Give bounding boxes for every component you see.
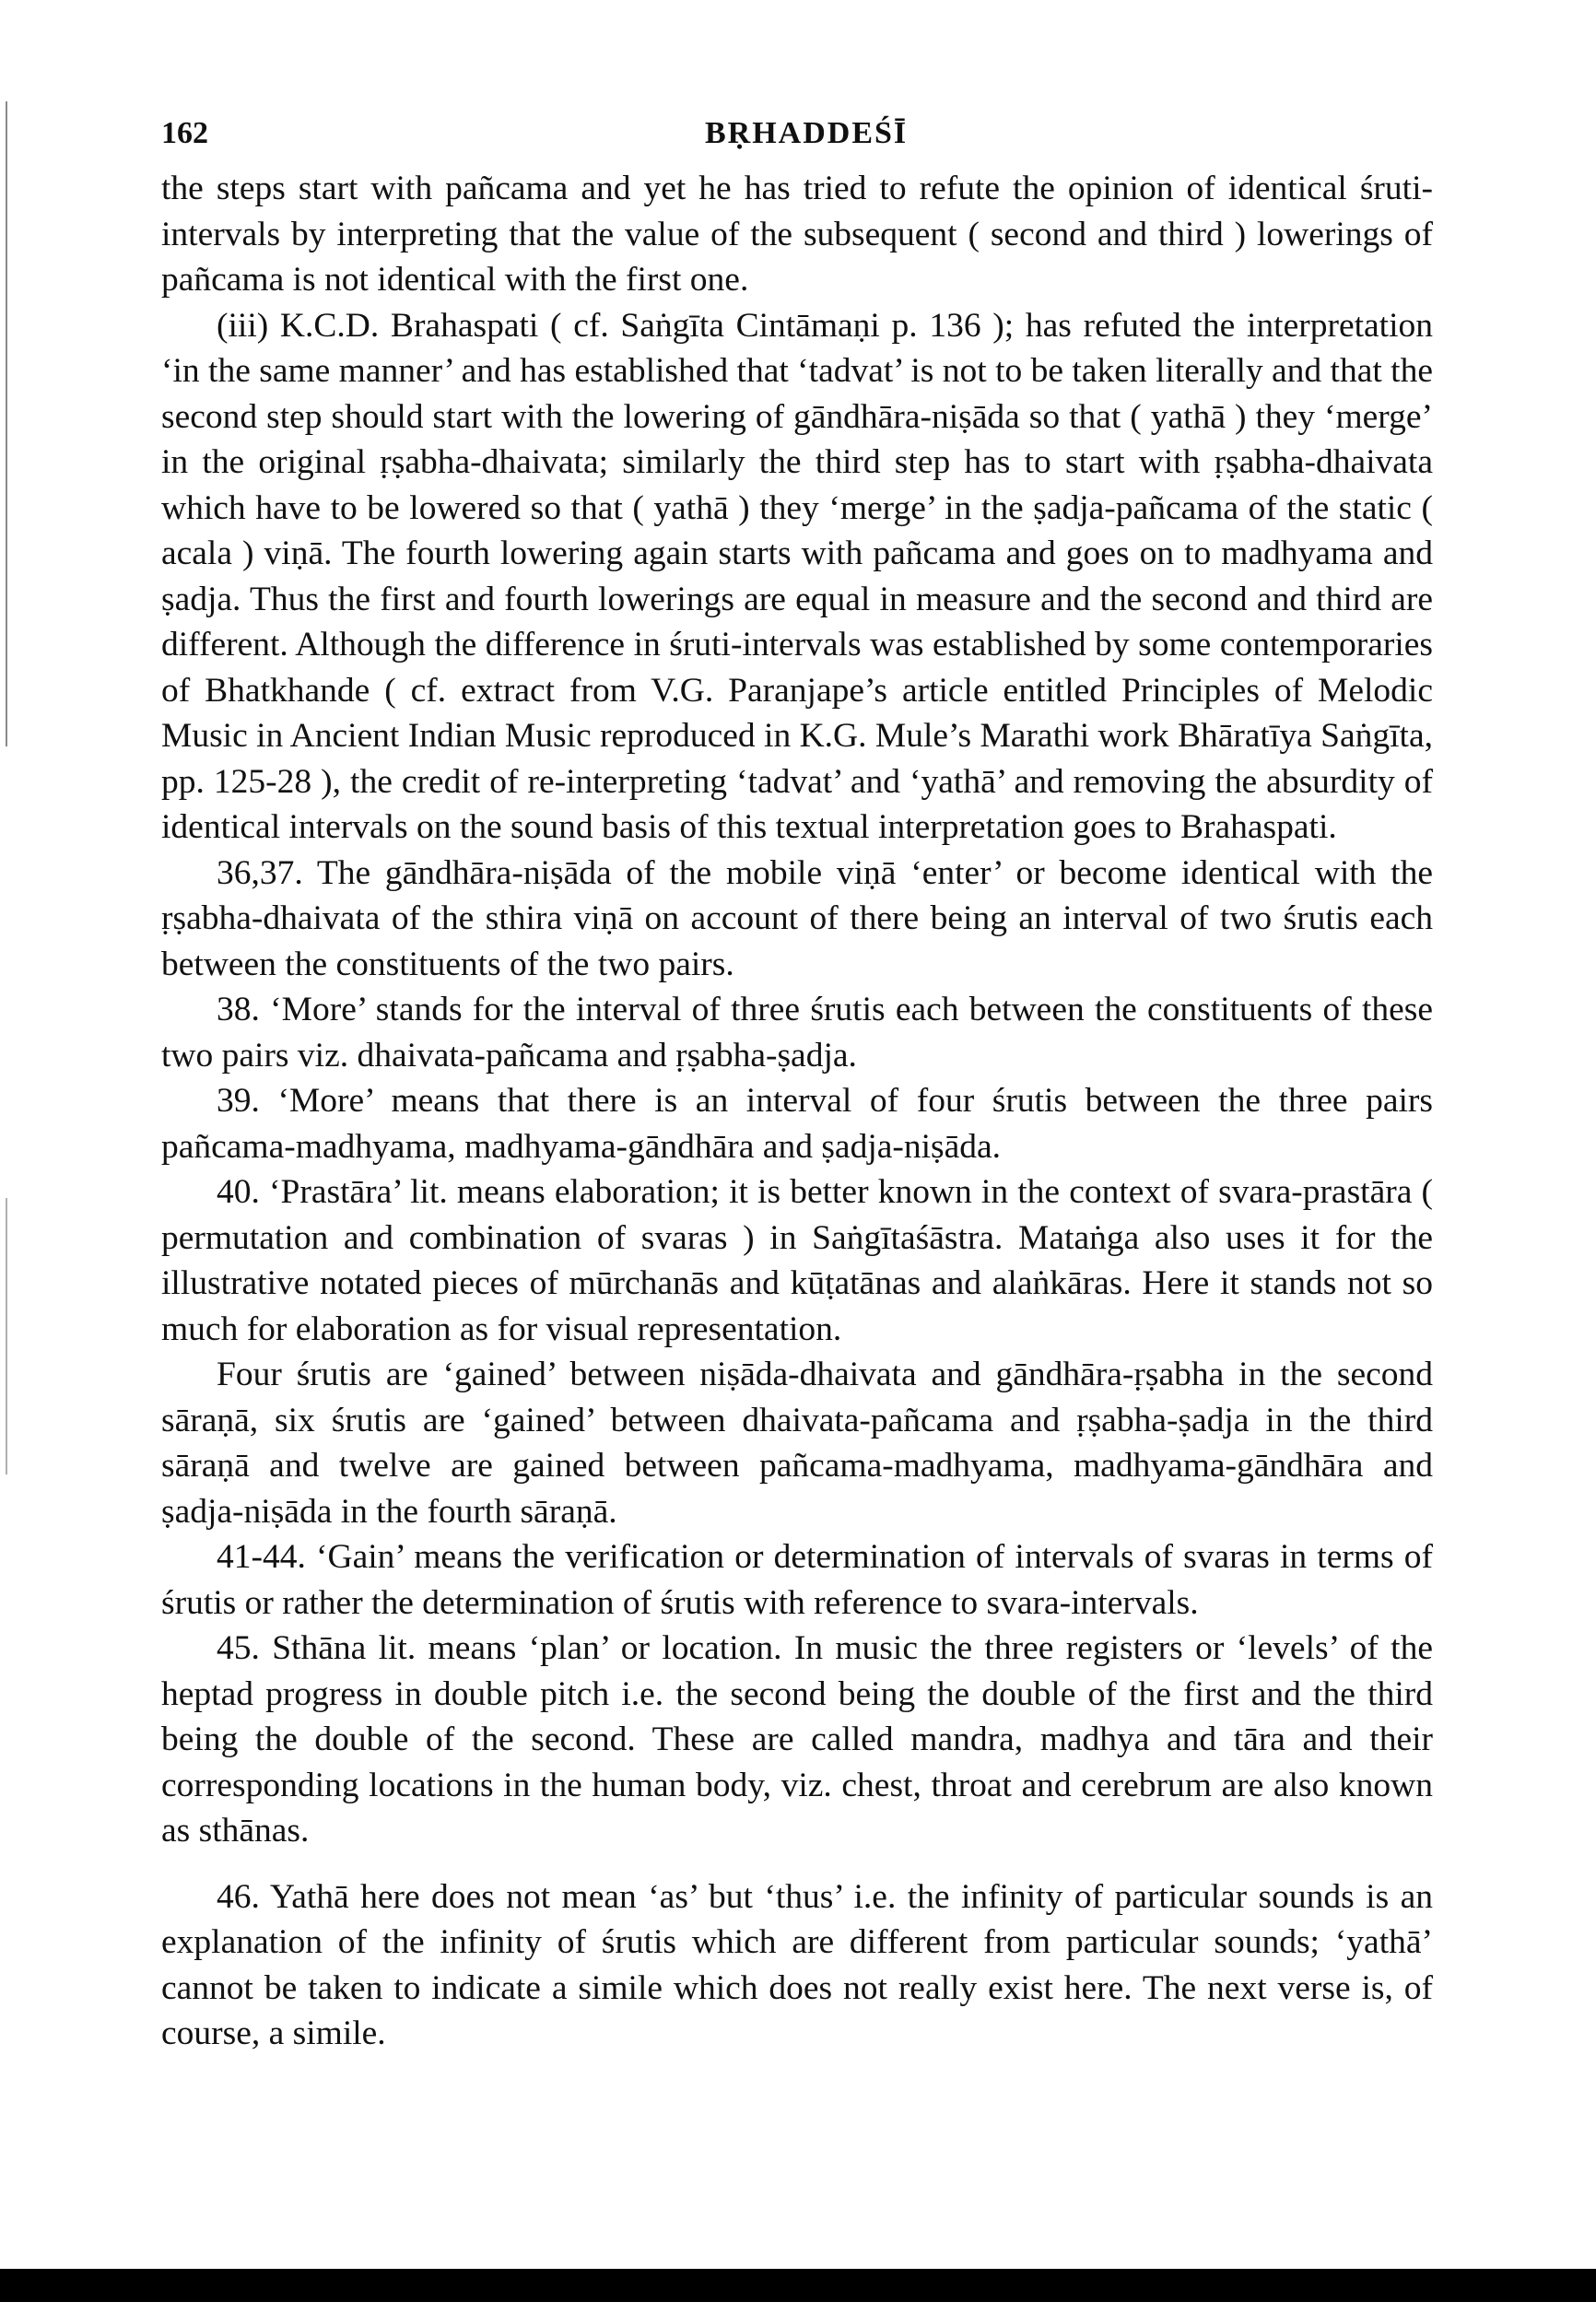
paragraph-46: 46. Yathā here does not mean ‘as’ but ‘thus’ i.e. the infinity of particular sounds is an explanation of the infinity of śrutis which are different from particular sounds; ‘yathā’ cannot be taken to indicate a simile which does not really exist here. The next verse is, of course, a simile. [161, 1877, 1433, 2052]
page-number: 162 [161, 116, 208, 150]
running-title: BṚHADDEŚĪ [705, 116, 909, 150]
paragraph-four-srutis: Four śrutis are ‘gained’ between niṣāda-dhaivata and gāndhāra-ṛṣabha in the second sāraṇā, six śrutis are ‘gained’ between dhaivata-pañcama and ṛṣabha-ṣadja in the third sāraṇā and twelve are gained between pañcama-madhyama, madhyama-gāndhāra and ṣadja-niṣāda in the fourth sāraṇā. [161, 1356, 1433, 1531]
paragraph-brahaspati: (iii) K.C.D. Brahaspati ( cf. Saṅgīta Cintāmaṇi p. 136 ); has refuted the interpretation ‘in the same manner’ and has established that ‘tadvat’ is not to be taken literally and that the second step should start with the lowering of gāndhāra-niṣāda so that ( yathā ) they ‘merge’ in the original ṛṣabha-dhaivata; similarly the third step has to start with ṛṣabha-dhaivata which have to be lowered so that ( yathā ) they ‘merge’ in the ṣadja-pañcama of the static ( acala ) viṇā. The fourth lowering again starts with pañcama and goes on to madhyama and ṣadja. Thus the first and fourth lowerings are equal in measure and the second and third are different. Although the difference in śruti-intervals was established by some contemporaries of Bhatkhande ( cf. extract from V.G. Paranjape’s article entitled Principles of Melodic Music in Ancient Indian Music reproduced in K.G. Mule’s Marathi work Bhāratīya Saṅgīta, pp. 125-28 ), the credit of re-interpreting ‘tadvat’ and ‘yathā’ and removing the absurdity of identical intervals on the sound basis of this textual interpretation goes to Brahaspati. [161, 306, 1433, 846]
paragraph-38: 38. ‘More’ stands for the interval of three śrutis each between the constituents of these two pairs viz. dhaivata-pañcama and ṛṣabha-ṣadja. [161, 991, 1433, 1075]
scan-edge-line [6, 101, 7, 746]
paragraph-41-44: 41-44. ‘Gain’ means the verification or determination of intervals of svaras in terms of śrutis or rather the determination of śrutis with reference to svara-intervals. [161, 1538, 1433, 1622]
paragraph-39: 39. ‘More’ means that there is an interval of four śrutis between the three pairs pañcama-madhyama, madhyama-gāndhāra and ṣadja-niṣāda. [161, 1082, 1433, 1166]
scan-edge-line-lower [6, 1198, 7, 1474]
page-header [161, 111, 1433, 166]
paragraph-36-37: 36,37. The gāndhāra-niṣāda of the mobile viṇā ‘enter’ or become identical with the ṛṣabha-dhaivata of the sthira viṇā on account of there being an interval of two śrutis each between the constituents of the two pairs. [161, 853, 1433, 983]
paragraph-continued: the steps start with pañcama and yet he has tried to refute the opinion of identical śruti-intervals by interpreting that the value of the subsequent ( second and third ) lowerings of pañcama is not identical with the first one. [161, 170, 1433, 299]
paragraph-40: 40. ‘Prastāra’ lit. means elaboration; it is better known in the context of svara-prastāra ( permutation and combination of svaras ) in Saṅgītaśāstra. Mataṅga also uses it for the illustrative notated pieces of mūrchanās and kūṭatānas and alaṅkāras. Here it stands not so much for elaboration as for visual representation. [161, 1173, 1433, 1348]
bottom-scan-border [0, 2269, 1596, 2302]
body-text [161, 166, 1433, 2057]
book-page [161, 111, 1433, 2057]
paragraph-45: 45. Sthāna lit. means ‘plan’ or location. In music the three registers or ‘levels’ of the heptad progress in double pitch i.e. the second being the double of the first and the third being the double of the second. These are called mandra, madhya and tāra and their corresponding locations in the human body, viz. chest, throat and cerebrum are also known as sthānas. [161, 1629, 1433, 1850]
